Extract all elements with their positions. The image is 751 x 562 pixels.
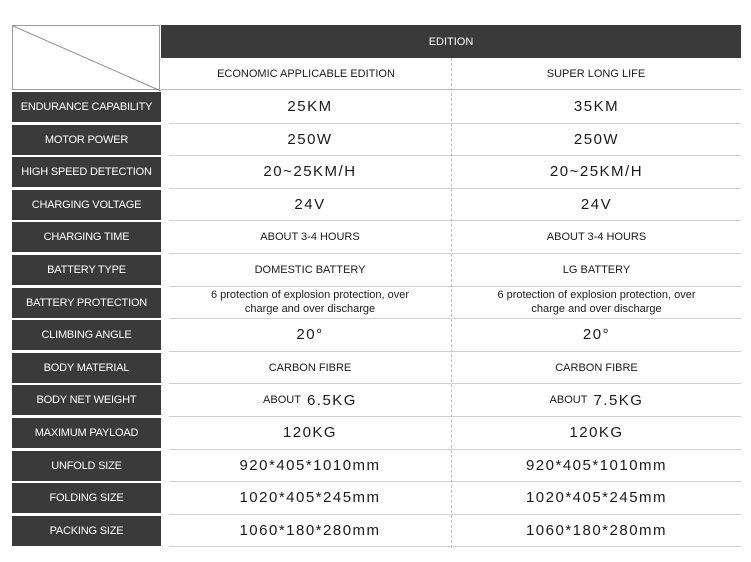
row-label: PACKING SIZE (12, 516, 161, 546)
cell-value: LG BATTERY (562, 263, 631, 276)
table-row (12, 124, 741, 157)
cell-super-long-life (452, 417, 741, 450)
cell-economic (169, 221, 451, 254)
edition-header: EDITION (161, 25, 741, 58)
cell-value: 24V (580, 196, 613, 214)
table-row (12, 254, 741, 287)
cell-super-long-life (452, 384, 741, 417)
cell-value: 20~25KM/H (263, 163, 357, 181)
table-row (12, 189, 741, 222)
cell-value: 24V (294, 196, 326, 214)
cell-value: 120KG (282, 424, 338, 442)
table-row (12, 482, 741, 515)
cell-value: 250W (287, 130, 333, 148)
cell-economic (169, 450, 451, 483)
cell-economic (169, 417, 451, 450)
row-label: FOLDING SIZE (12, 483, 161, 513)
cell-super-long-life (452, 124, 741, 157)
cell-value: 120KG (569, 424, 624, 442)
cell-super-long-life (452, 319, 741, 352)
cell-economic (169, 91, 451, 124)
cell-value: 6 protection of explosion protection, over charge and over discharge (210, 289, 410, 316)
cell-value: 1020*405*245mm (239, 489, 381, 507)
row-label: CHARGING VOLTAGE (12, 190, 161, 220)
cell-value: 25KM (287, 98, 333, 116)
cell-super-long-life (452, 254, 741, 287)
table-row (12, 319, 741, 352)
cell-super-long-life (452, 515, 741, 548)
cell-value: 20° (296, 326, 324, 344)
cell-super-long-life (452, 287, 741, 320)
cell-super-long-life (452, 91, 741, 124)
row-label: HIGH SPEED DETECTION (12, 157, 161, 187)
cell-economic (169, 156, 451, 189)
weight-prefix: ABOUT (263, 394, 301, 407)
cell-value: 20° (582, 326, 611, 344)
cell-economic (169, 319, 451, 352)
table-row (12, 515, 741, 548)
table-row (12, 221, 741, 254)
cell-economic (169, 384, 451, 417)
column-header-economic: ECONOMIC APPLICABLE EDITION (161, 58, 451, 90)
cell-value: ABOUT 3-4 HOURS (546, 231, 647, 244)
table-row (12, 91, 741, 124)
cell-economic (169, 124, 451, 157)
row-label: MOTOR POWER (12, 125, 161, 155)
cell-value: CARBON FIBRE (555, 361, 638, 374)
table-row (12, 352, 741, 385)
cell-value: ABOUT 3-4 HOURS (260, 231, 360, 244)
column-header-super-long-life: SUPER LONG LIFE (451, 58, 741, 90)
cell-economic (169, 352, 451, 385)
cell-super-long-life (452, 221, 741, 254)
spec-table (12, 91, 741, 547)
cell-super-long-life (452, 482, 741, 515)
diagonal-corner-cell (12, 25, 160, 90)
weight-prefix: ABOUT (549, 394, 588, 407)
cell-super-long-life (452, 352, 741, 385)
cell-value: 35KM (573, 98, 620, 116)
diagonal-line-graphic (13, 26, 161, 91)
cell-super-long-life (452, 189, 741, 222)
cell-economic (169, 287, 451, 320)
row-label: BODY MATERIAL (12, 353, 161, 383)
cell-value: 1060*180*280mm (525, 522, 668, 540)
row-label: UNFOLD SIZE (12, 451, 161, 481)
row-label: BODY NET WEIGHT (12, 385, 161, 415)
cell-super-long-life (452, 156, 741, 189)
table-row (12, 384, 741, 417)
cell-value: 7.5KG (593, 391, 644, 409)
row-label: ENDURANCE CAPABILITY (12, 92, 161, 122)
cell-value: 6.5KG (306, 391, 357, 409)
table-row (12, 450, 741, 483)
row-label: CHARGING TIME (12, 222, 161, 252)
cell-economic (169, 254, 451, 287)
cell-value: 1060*180*280mm (239, 522, 381, 540)
row-label: MAXIMUM PAYLOAD (12, 418, 161, 448)
cell-value: DOMESTIC BATTERY (254, 263, 366, 276)
cell-value: 1020*405*245mm (525, 489, 668, 507)
cell-value: 6 protection of explosion protection, over charge and over discharge (497, 289, 696, 316)
cell-economic (169, 482, 451, 515)
cell-value: CARBON FIBRE (268, 361, 352, 374)
cell-economic (169, 515, 451, 548)
cell-value: 920*405*1010mm (525, 456, 668, 474)
table-row (12, 287, 741, 320)
row-label: CLIMBING ANGLE (12, 320, 161, 350)
table-row (12, 417, 741, 450)
cell-super-long-life (452, 450, 741, 483)
row-label: BATTERY PROTECTION (12, 288, 161, 318)
cell-value: 20~25KM/H (549, 163, 644, 181)
table-row (12, 156, 741, 189)
cell-value: 250W (573, 130, 620, 148)
row-label: BATTERY TYPE (12, 255, 161, 285)
cell-value: 920*405*1010mm (239, 456, 381, 474)
cell-economic (169, 189, 451, 222)
